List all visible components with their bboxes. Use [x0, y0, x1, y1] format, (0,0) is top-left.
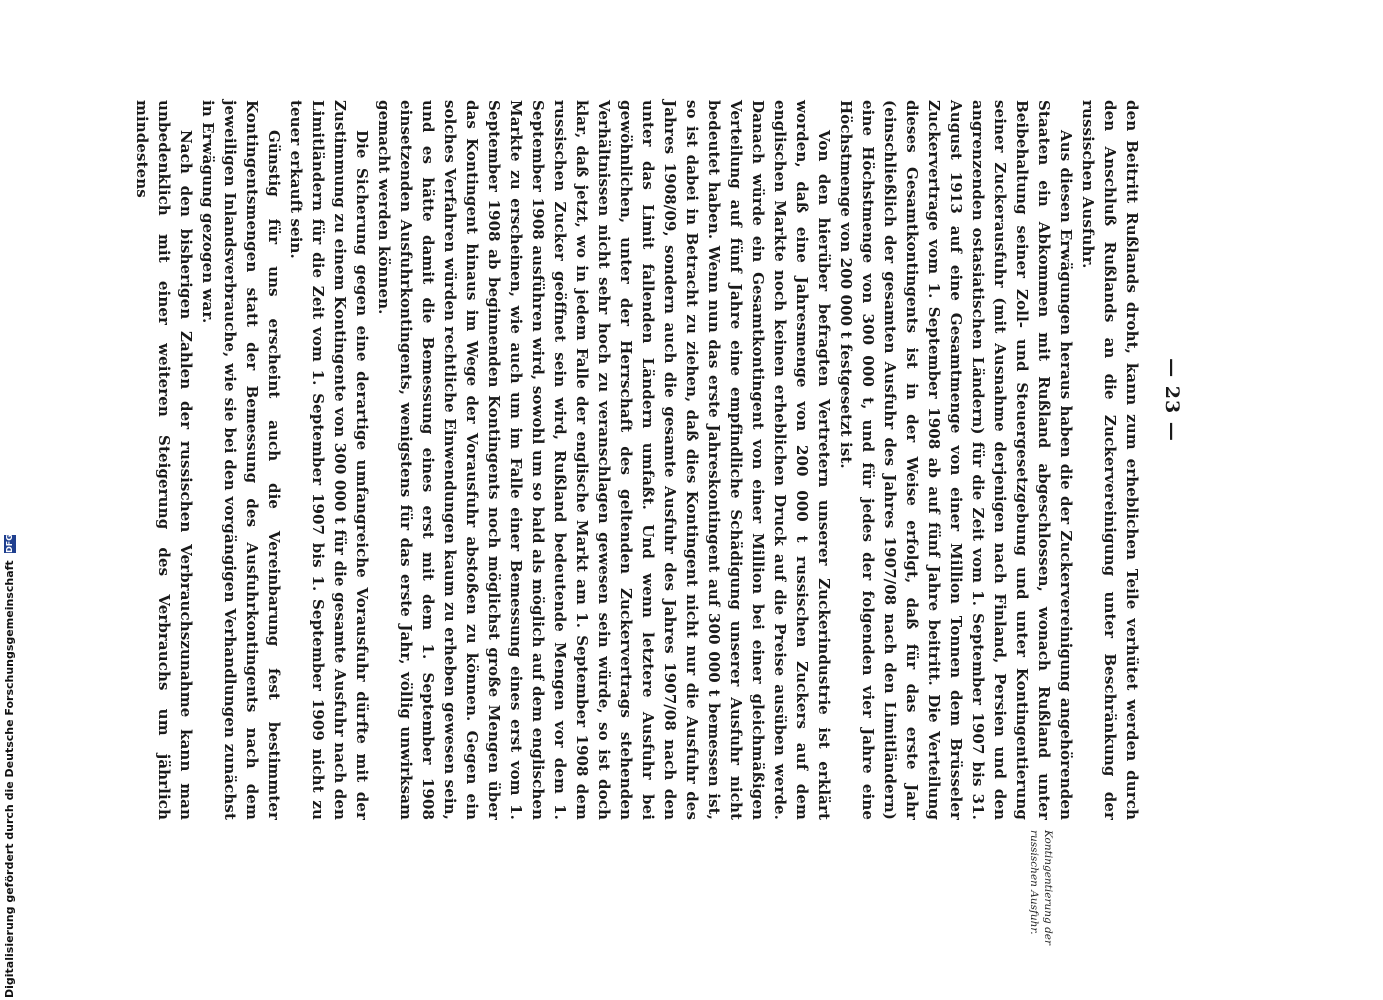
paragraph: Nach den bisherigen Zahlen der russischen Verbrauchszunahme kann man unbedenklich mit einer weiteren Steigerung des Verbrauchs um jährlich mindestens: [133, 100, 195, 820]
dfg-logo-icon: DFG: [5, 534, 14, 553]
rotated-page: [85, 0, 1205, 995]
page-number: — 23 —: [1161, 358, 1183, 442]
margin-note: Kontingentierung der russischen Ausfuhr.: [1028, 830, 1054, 946]
paragraph: Günstig für uns erscheint auch die Vereinbarung fest bestimmter Kontingentsmengen statt der Bemessung des Ausfuhrkontingents nach dem jeweiligen Inlandsverbrauche, wie sie bei den vorgängigen Verhandlungen zunächst in Erwägung gezogen war.: [199, 100, 283, 820]
paragraph: Von den hierüber befragten Vertretern unserer Zuckerindustrie ist erklärt worden, daß eine Jahresmenge von 200 000 t russischen Zuckers auf dem englischen Markte noch keinen erheblichen Druck auf die Preise ausüben werde. Danach würde ein Gesamtkontingent von einer Million bei einer gleichmäßigen Verteilung auf fünf Jahre eine empfindliche Schädigung unserer Ausfuhr nicht bedeutet haben. Wenn nun das erste Jahreskontingent auf 300 000 t bemessen ist, so ist dabei in Betracht zu ziehen, daß dies Kontingent nicht nur die Ausfuhr des Jahres 1908/09, sondern auch die gesamte Ausfuhr des Jahres 1907/08 nach den unter das Limit fallenden Ländern umfaßt. Und wenn letztere Ausfuhr bei gewöhnlichen, unter der Herrschaft des geltenden Zuckervertrags stehenden Verhältnissen nicht sehr hoch zu veranschlagen gewesen sein würde, so ist doch klar, daß jetzt, wo in jedem Falle der englische Markt am 1. September 1908 dem russischen Zucker geöffnet sein wird, Rußland bedeutende Mengen vor dem 1. September 1908 ausführen wird, sowohl um so bald als möglich auf dem englischen Markte zu erscheinen, wie auch um im Falle einer Bemessung eines erst vom 1. September 1908 ab beginnenden Kontingents noch möglichst große Mengen über das Kontingent hinaus im Wege der Vorausfuhr abstoßen zu können. Gegen ein solches Verfahren würden rechtliche Einwendungen kaum zu erheben gewesen sein, und es hätte damit die Bemessung eines erst mit dem 1. September 1908 einsetzenden Ausfuhrkontingents, wenigstens für das erste Jahr, völlig unwirksam gemacht werden können.: [375, 100, 833, 820]
body-text: [131, 100, 1143, 820]
paragraph: den Beitritt Rußlands droht, kann zum erheblichen Teile verhütet werden durch den Anschluß Rußlands an die Zuckervereinigung unter Beschränkung der russischen Ausfuhr.: [1079, 100, 1141, 820]
credit-text: Digitalisierung gefördert durch die Deutsche Forschungsgemeinschaft: [3, 560, 16, 998]
paragraph: Die Sicherung gegen eine derartige umfangreiche Vorausfuhr dürfte mit der Zustimmung zu einem Kontingente von 300 000 t für die gesamte Ausfuhr nach den Limitländern für die Zeit vom 1. September 1907 bis 1. September 1909 nicht zu teuer erkauft sein.: [287, 100, 371, 820]
digitization-credit: [2, 0, 18, 998]
paragraph: Aus diesen Erwägungen heraus haben die der Zuckervereinigung angehörenden Staaten ein Abkommen mit Rußland abgeschlossen, wonach Rußland unter Beibehaltung seiner Zoll- und Steuergesetzgebung und unter Kontingentierung seiner Zuckerausfuhr (mit Ausnahme derjenigen nach Finland, Persien und den angrenzenden ostasiatischen Ländern) für die Zeit vom 1. September 1907 bis 31. August 1913 auf eine Gesamtmenge von einer Million Tonnen dem Brüsseler Zuckervertrage vom 1. September 1908 ab auf fünf Jahre beitritt. Die Verteilung dieses Gesamtkontingents ist in der Weise erfolgt, daß für das erste Jahr (einschließlich der gesamten Ausfuhr des Jahres 1907/08 nach den Limitländern) eine Höchstmenge von 300 000 t, und für jedes der folgenden vier Jahre eine Höchstmenge von 200 000 t festgesetzt ist.: [837, 100, 1075, 820]
